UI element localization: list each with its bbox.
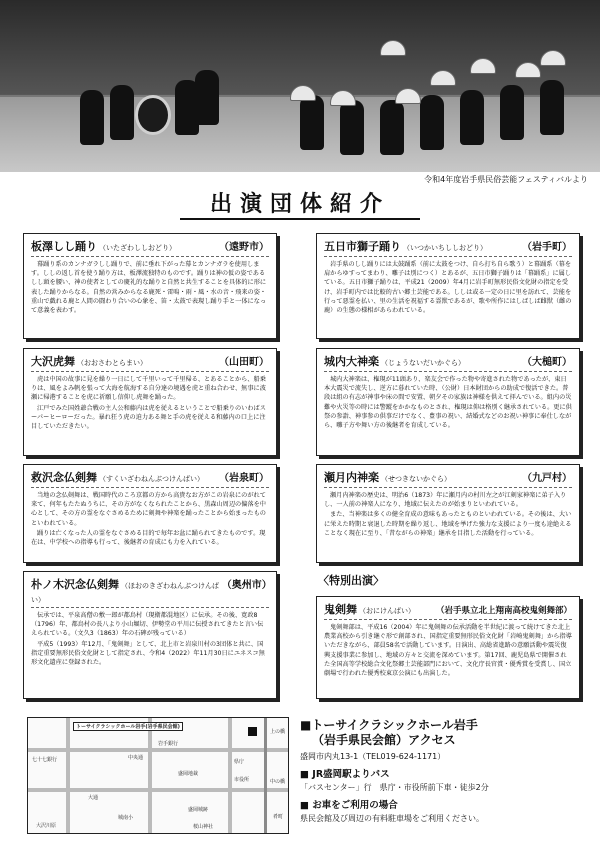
dancer — [460, 90, 484, 145]
group-location: （岩手県立北上翔南高校鬼剣舞部） — [435, 606, 572, 616]
group-reading: （すくいざわねんぶつけんばい） — [99, 475, 204, 483]
dancer — [340, 100, 364, 155]
map-label: 盛岡地裁 — [178, 771, 199, 777]
map-road — [148, 718, 152, 834]
car-heading: ■ お車をご利用の場合 — [300, 800, 398, 811]
map-label: 県庁 — [234, 759, 245, 765]
map-river — [264, 718, 267, 834]
group-description: 城内大神楽は、権現が11頭あり、楽友会で作った物や寄進された物であったが、東日本大震災で流失し、逆方に暮れていた時、（公財）日本財団からの助成で復活できた。普段は組の有志が神事や床の間で安置、朝夕その家族は神様を供えて拝んでいる。組内の災難や火災等の時には警蹤をかかなものとされ、権現は仰は格別く継承されている。更に供祭の参詣、神事参の供事だけでなく、豊事の祝い、結婚式などのお祝い神事に奉仕しながら、囃子方や舞い方の後継者を育成している。 — [324, 376, 572, 429]
map-road — [228, 718, 232, 834]
group-description: 踊りは亡くなった人の霊をなぐさめる目的で毎年お盆に踊られてきたものです。現在は、中学校への指導も行って、後継者の育成にも力を入れている。 — [31, 529, 266, 546]
access-address: 盛岡市内丸13-1（TEL019-624-1171） — [300, 752, 446, 761]
musician — [80, 90, 104, 145]
group-name: 救沢念仏剣舞 — [31, 471, 97, 484]
group-name: 大沢虎舞 — [31, 355, 75, 368]
map-road — [66, 718, 70, 834]
map-label: 中の橋 — [270, 779, 286, 785]
group-description: 伝承では、平泉高僧の敷一郎が都鳥村（現衛都混地区）に伝承。その後、寛政8（1796）年、都鳥村の長八より小山堀切、伊勢堂の平川に伝授されてきたと言い伝えられている。（文久3（1863）年の石碑が残っている） — [31, 612, 264, 638]
musician — [195, 70, 219, 125]
hall-marker-icon — [248, 727, 257, 736]
dance-fan — [540, 50, 566, 66]
dance-fan — [395, 88, 421, 104]
group-name: 城内大神楽 — [324, 355, 379, 368]
group-reading: （おにけんばい） — [359, 607, 415, 615]
group-description: また、当神楽は多くの健全育成の意味もあったとものといわれている。その後は、大いに栄えた時期と衰退した時期を繰り返し、地域を挙げた強力な支援により一度も途絶えることなく現在に至り、「昔ながらの神楽」継承を目指した活動を行っている。 — [324, 511, 572, 537]
special-appearance-label: 〈特別出演〉 — [318, 574, 384, 587]
map-label: 岩手銀行 — [158, 741, 179, 747]
bus-heading: ■ JR盛岡駅よりバス — [300, 769, 390, 780]
group-name: 朴ノ木沢念仏剣舞 — [31, 578, 119, 591]
group-description: 当地の念仏剣舞は、戦国時代のころ京都の方から高貴なお方がこの岩泉にのがれて来て、何年もたたぬうちに、その方がなくなられたことから、黒森山周辺の偏落を中心として、その方の霊をなぐさめるために剣舞や神楽を踊ったことから始まったものといわれている。 — [31, 492, 266, 527]
group-description: 虎は中国の故事に見を繰り一日にして千里いって千里帰る、とあることから、船乗りは、風をよみ帆を張って大海を航海する自分達の境遇を虎と重ね合わせ、無事に波瀬に帰港することを虎に祈願し信仰し虎舞を踊った。 — [31, 376, 266, 402]
dance-fan — [380, 40, 406, 56]
map-label-hall: トーサイクラシックホール岩手(岩手県民会館) — [73, 722, 183, 731]
map-label: 中央通 — [128, 755, 144, 761]
group-location: （大槌町） — [522, 357, 572, 368]
title-underline — [180, 218, 420, 220]
dance-fan — [430, 70, 456, 86]
dance-fan — [470, 58, 496, 74]
map-label: 桜山神社 — [193, 824, 214, 830]
group-description: 江戸でみた国姓爺合戦の主人公和藤内は虎を従えるということで船乗りのいわばスーパーヒーローだった。暴れ狂う虎の迫力ある舞と手の虎を従える和藤内の口上に注目していただきたい。 — [31, 404, 266, 430]
group-card-onikenbai — [316, 596, 580, 699]
group-name: 鬼剣舞 — [324, 603, 357, 616]
group-card-honokizawa — [23, 571, 277, 699]
access-info — [300, 718, 585, 824]
map-label: 肴町 — [273, 814, 284, 820]
group-location: （山田町） — [219, 357, 269, 368]
group-description: 幕踊り系のカンナガラしし踊りで、前に垂れ下がった幕とカンナガラを使用します。ししの返し首を使う踊り方は、板澤流独特のものです。踊りは神の仮の姿であるしし頭を腰い、神の使者としての慶礼的な踊りと自然と共生することを具体的に形に表した踊りからなる。自然の営みからなる鹿死・雷嗚・雨・風・水の音・飛来の姿・重山で戯れる鹿と人間の闘わり合いの心象を、笛・太鼓で表現し踊り手と一体になって意義を表わす。 — [31, 261, 267, 314]
group-description: 平成5（1993）年12月、「鬼剣舞」として、北上市と岩泉川村の3団体と共に、国指定重要無形民俗文化財として指定され、令和4（2022）年11月30日にユネスコ無形文化遺産に登録された。 — [31, 640, 265, 666]
group-card-itazawa — [23, 233, 277, 339]
group-name: 板澤しし踊り — [31, 240, 97, 253]
dancer — [500, 85, 524, 140]
dance-fan — [515, 62, 541, 78]
group-reading: （ほおのきざわねんぶつけんばい） — [31, 582, 219, 604]
group-reading: （おおさわとらまい） — [77, 359, 147, 367]
access-title-line2: （岩手県民会館）アクセス — [312, 733, 456, 747]
dancer — [540, 80, 564, 135]
group-name: 五日市獅子踊り — [324, 240, 401, 253]
photo-caption: 令和4年度岩手県民俗芸能フェスティバルより — [424, 175, 588, 184]
dance-fan — [290, 85, 316, 101]
dance-fan — [330, 90, 356, 106]
car-directions: 県民会館及び周辺の有料駐車場をご利用ください。 — [300, 814, 484, 823]
map-label: 上の橋 — [270, 729, 286, 735]
map-label: 城南小 — [118, 815, 134, 821]
dancer — [420, 95, 444, 150]
access-title-line1: ■トーサイクラシックホール岩手 — [300, 718, 478, 732]
stage-photo — [0, 0, 600, 172]
group-location: （遠野市） — [219, 242, 269, 253]
map-label: 大通 — [88, 795, 99, 801]
group-card-sukuizawa — [23, 464, 277, 563]
taiko-drum — [135, 95, 171, 135]
group-location: （九戸村） — [522, 473, 572, 484]
dancer — [380, 100, 404, 155]
group-location: （岩手町） — [522, 242, 572, 253]
group-card-osawa — [23, 348, 277, 456]
musician — [110, 85, 134, 140]
bus-directions: 「バスセンター」行 県庁・市役所前下車・徒歩2分 — [300, 783, 489, 792]
map-label: 盛岡城跡 — [188, 807, 209, 813]
group-reading: （せつきないかぐら） — [381, 475, 451, 483]
dancer — [300, 95, 324, 150]
section-title: 出演団体紹介 — [209, 192, 390, 217]
group-card-itsukaichi — [316, 233, 580, 339]
group-description: 鬼剣舞部は、平成16（2004）年に鬼剣舞の伝承活動を半世紀に渡って続けてきた北上農業高校から引き継ぐ形で創部され、国指定重要無形民俗文化財「岩崎鬼剣舞」から指導いただきながら、部員58名で活動しています。日演出、高総省進路の意願活動や震災復興支援事業に参加し、地域の方々と交流を深めています。第17回、鹿児島県で開催された全国高等学校総合文化祭郷土芸能部門において、文化庁長官賞・優秀賞を受賞し、国立劇場で行われた優秀校東京公演にも出演した。 — [324, 624, 572, 677]
group-location: （岩泉町） — [219, 473, 269, 484]
map-label: 市役所 — [234, 777, 250, 783]
map-label: 七十七銀行 — [32, 757, 58, 763]
group-card-jonai — [316, 348, 580, 456]
group-card-setsukinai — [316, 464, 580, 563]
group-description: 瀬月内神楽の歴史は、明治6（1873）年に瀬月内の村川左之が江剣家神楽に弟子入りし、一人前の神楽人になり、地域に伝えたのが始まりといわれている。 — [324, 492, 567, 509]
group-reading: （じょうないだいかぐら） — [381, 359, 465, 367]
map-label: 大沢川原 — [36, 823, 57, 829]
group-description: 岩手県のしし踊りには太鼓踊系（前に太鼓をつけ、自ら打ち自ら歌う）と幕踊系（幕を肩からゆすってまわり、囃子は別につく）とあるが、五日市獅子踊りは「幕踊系」に属している。五日市獅子踊りは、平成21（2009）年4月に岩手町無形民俗文化財の指定を受け、岩手町内では比較的古い郷土芸能である。ししは或る一定の日に里を訪れて、芸能を行って悪霊を払い、里の生活を祝福する霊獣であるが、歌や所作にはしばしば雌獣（雌の鹿）の生態の様相があらわれている。 — [324, 261, 572, 314]
group-location: （奥州市） — [221, 580, 272, 591]
group-name: 瀬月内神楽 — [324, 471, 379, 484]
group-reading: （いつかいちししおどり） — [403, 244, 487, 252]
group-reading: （いたざわししおどり） — [99, 244, 176, 252]
